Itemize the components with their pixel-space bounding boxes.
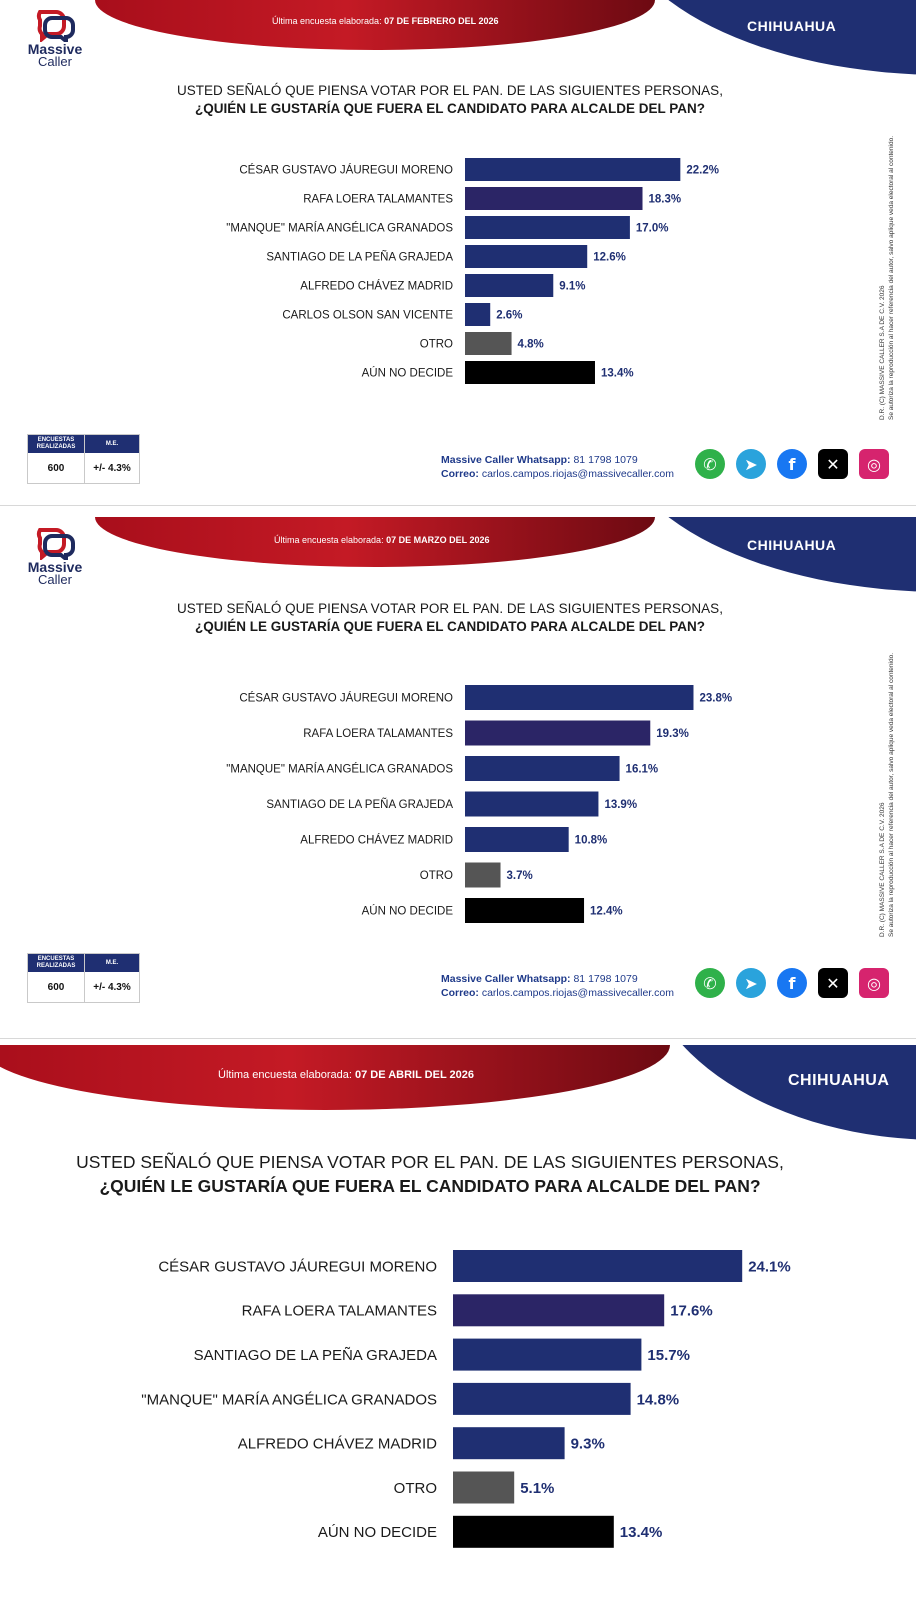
value-label: 13.9% bbox=[604, 799, 638, 812]
bar-chart-1 bbox=[0, 150, 916, 410]
panel-divider bbox=[0, 1038, 916, 1039]
value-label: 24.1% bbox=[748, 1258, 791, 1276]
bar bbox=[453, 1250, 742, 1282]
bar bbox=[465, 158, 680, 181]
bar bbox=[465, 863, 501, 888]
instagram-icon[interactable]: ◎ bbox=[859, 449, 889, 479]
value-label: 17.0% bbox=[635, 222, 669, 235]
bar bbox=[465, 274, 553, 297]
value-label: 16.1% bbox=[625, 763, 659, 776]
facebook-icon[interactable]: f bbox=[777, 449, 807, 479]
category-label: RAFA LOERA TALAMANTES bbox=[303, 728, 453, 741]
whatsapp-icon[interactable]: ✆ bbox=[695, 449, 725, 479]
value-label: 12.6% bbox=[593, 251, 626, 264]
logo-icon bbox=[32, 526, 78, 560]
bar bbox=[465, 685, 693, 710]
category-label: RAFA LOERA TALAMANTES bbox=[303, 193, 453, 206]
bar bbox=[453, 1472, 514, 1504]
question-text: USTED SEÑALÓ QUE PIENSA VOTAR POR EL PAN. DE LAS SIGUIENTES PERSONAS, ¿QUIÉN LE GUSTARÍA QUE FUERA EL CANDIDATO PARA ALCALDE DEL PAN? bbox=[76, 1152, 784, 1196]
region-label: CHIHUAHUA bbox=[747, 537, 837, 553]
region-banner bbox=[615, 0, 916, 75]
value-label: 2.6% bbox=[496, 309, 523, 322]
bar bbox=[453, 1294, 664, 1326]
region-label: CHIHUAHUA bbox=[788, 1072, 890, 1089]
category-label: CARLOS OLSON SAN VICENTE bbox=[282, 309, 453, 322]
bar bbox=[465, 332, 512, 355]
category-label: SANTIAGO DE LA PEÑA GRAJEDA bbox=[266, 799, 453, 812]
question-text: USTED SEÑALÓ QUE PIENSA VOTAR POR EL PAN. DE LAS SIGUIENTES PERSONAS, ¿QUIÉN LE GUSTARÍA QUE FUERA EL CANDIDATO PARA ALCALDE DEL PAN? bbox=[177, 601, 723, 634]
category-label: "MANQUE" MARÍA ANGÉLICA GRANADOS bbox=[226, 222, 453, 235]
bar bbox=[453, 1516, 614, 1548]
x-icon[interactable]: ✕ bbox=[818, 968, 848, 998]
bar bbox=[465, 721, 650, 746]
survey-panel-1 bbox=[0, 0, 916, 505]
value-label: 13.4% bbox=[619, 1524, 663, 1542]
survey-date-note: Última encuesta elaborada: 07 DE FEBRERO DEL 2026 bbox=[272, 16, 499, 26]
category-label: OTRO bbox=[393, 1479, 437, 1497]
contact-info: Massive Caller Whatsapp: 81 1798 1079 Correo: carlos.campos.riojas@massivecaller.com bbox=[441, 973, 674, 999]
survey-panel-3 bbox=[0, 1045, 916, 1600]
value-label: 14.8% bbox=[636, 1391, 680, 1409]
bar bbox=[453, 1339, 641, 1371]
category-label: AÚN NO DECIDE bbox=[361, 905, 453, 918]
bar-chart-2 bbox=[0, 675, 916, 945]
bar bbox=[465, 756, 620, 781]
category-label: AÚN NO DECIDE bbox=[361, 367, 453, 380]
survey-stats: ENCUESTAS REALIZADAS M.E. 600 +/- 4.3% bbox=[27, 434, 140, 484]
value-label: 19.3% bbox=[656, 728, 689, 741]
telegram-icon[interactable]: ➤ bbox=[736, 968, 766, 998]
copyright-note: D.R. (C) MASSIVE CALLER S.A DE C.V. 2026 Se autoriza la reproducción al hacer referencia del autor, salvo aplique veda electoral al contenido. bbox=[879, 135, 895, 420]
panel-divider bbox=[0, 505, 916, 506]
brand-logo: Massive Caller bbox=[22, 526, 88, 586]
category-label: OTRO bbox=[419, 338, 453, 351]
region-label: CHIHUAHUA bbox=[747, 18, 837, 34]
bar bbox=[453, 1383, 631, 1415]
bar-chart-3 bbox=[0, 1245, 916, 1565]
category-label: AÚN NO DECIDE bbox=[317, 1524, 437, 1542]
value-label: 18.3% bbox=[648, 193, 682, 206]
social-links bbox=[695, 968, 889, 998]
category-label: "MANQUE" MARÍA ANGÉLICA GRANADOS bbox=[226, 763, 453, 776]
bar bbox=[465, 216, 630, 239]
logo-icon bbox=[32, 8, 78, 42]
region-banner bbox=[615, 517, 916, 592]
bar bbox=[465, 187, 643, 210]
category-label: SANTIAGO DE LA PEÑA GRAJEDA bbox=[266, 251, 453, 264]
value-label: 10.8% bbox=[574, 834, 608, 847]
bar bbox=[465, 792, 598, 817]
category-label: "MANQUE" MARÍA ANGÉLICA GRANADOS bbox=[141, 1391, 437, 1409]
category-label: CÉSAR GUSTAVO JÁUREGUI MORENO bbox=[239, 164, 453, 177]
value-label: 12.4% bbox=[590, 905, 623, 918]
survey-panel-2 bbox=[0, 517, 916, 1027]
value-label: 5.1% bbox=[520, 1479, 555, 1497]
value-label: 3.7% bbox=[506, 870, 533, 883]
bar bbox=[465, 303, 490, 326]
value-label: 9.1% bbox=[559, 280, 586, 293]
category-label: CÉSAR GUSTAVO JÁUREGUI MORENO bbox=[158, 1258, 437, 1276]
value-label: 15.7% bbox=[647, 1347, 690, 1364]
x-icon[interactable]: ✕ bbox=[818, 449, 848, 479]
brand-logo: Massive Caller bbox=[22, 8, 88, 68]
value-label: 22.2% bbox=[686, 164, 719, 177]
category-label: ALFREDO CHÁVEZ MADRID bbox=[300, 834, 453, 847]
instagram-icon[interactable]: ◎ bbox=[859, 968, 889, 998]
category-label: SANTIAGO DE LA PEÑA GRAJEDA bbox=[193, 1347, 437, 1364]
bar bbox=[465, 827, 569, 852]
whatsapp-icon[interactable]: ✆ bbox=[695, 968, 725, 998]
category-label: ALFREDO CHÁVEZ MADRID bbox=[237, 1435, 437, 1453]
facebook-icon[interactable]: f bbox=[777, 968, 807, 998]
contact-info: Massive Caller Whatsapp: 81 1798 1079 Correo: carlos.campos.riojas@massivecaller.com bbox=[441, 454, 674, 480]
survey-stats: ENCUESTAS REALIZADAS M.E. 600 +/- 4.3% bbox=[27, 953, 140, 1003]
copyright-note: D.R. (C) MASSIVE CALLER S.A DE C.V. 2026 Se autoriza la reproducción al hacer referencia del autor, salvo aplique veda electoral al contenido. bbox=[879, 652, 895, 937]
category-label: RAFA LOERA TALAMANTES bbox=[241, 1302, 437, 1320]
bar bbox=[453, 1427, 565, 1459]
question-text: USTED SEÑALÓ QUE PIENSA VOTAR POR EL PAN. DE LAS SIGUIENTES PERSONAS, ¿QUIÉN LE GUSTARÍA QUE FUERA EL CANDIDATO PARA ALCALDE DEL PAN? bbox=[177, 83, 723, 116]
value-label: 13.4% bbox=[600, 367, 634, 380]
bar bbox=[465, 245, 587, 268]
value-label: 17.6% bbox=[670, 1302, 713, 1320]
category-label: ALFREDO CHÁVEZ MADRID bbox=[300, 280, 453, 293]
survey-date-note: Última encuesta elaborada: 07 DE ABRIL DEL 2026 bbox=[218, 1069, 474, 1081]
category-label: CÉSAR GUSTAVO JÁUREGUI MORENO bbox=[239, 692, 453, 705]
region-banner bbox=[640, 1045, 916, 1140]
bar bbox=[465, 361, 595, 384]
value-label: 9.3% bbox=[570, 1435, 605, 1453]
survey-date-note: Última encuesta elaborada: 07 DE MARZO DEL 2026 bbox=[274, 535, 490, 545]
category-label: OTRO bbox=[419, 870, 453, 883]
value-label: 23.8% bbox=[699, 692, 733, 705]
bar bbox=[465, 898, 584, 923]
value-label: 4.8% bbox=[517, 338, 544, 351]
social-links bbox=[695, 449, 889, 479]
telegram-icon[interactable]: ➤ bbox=[736, 449, 766, 479]
